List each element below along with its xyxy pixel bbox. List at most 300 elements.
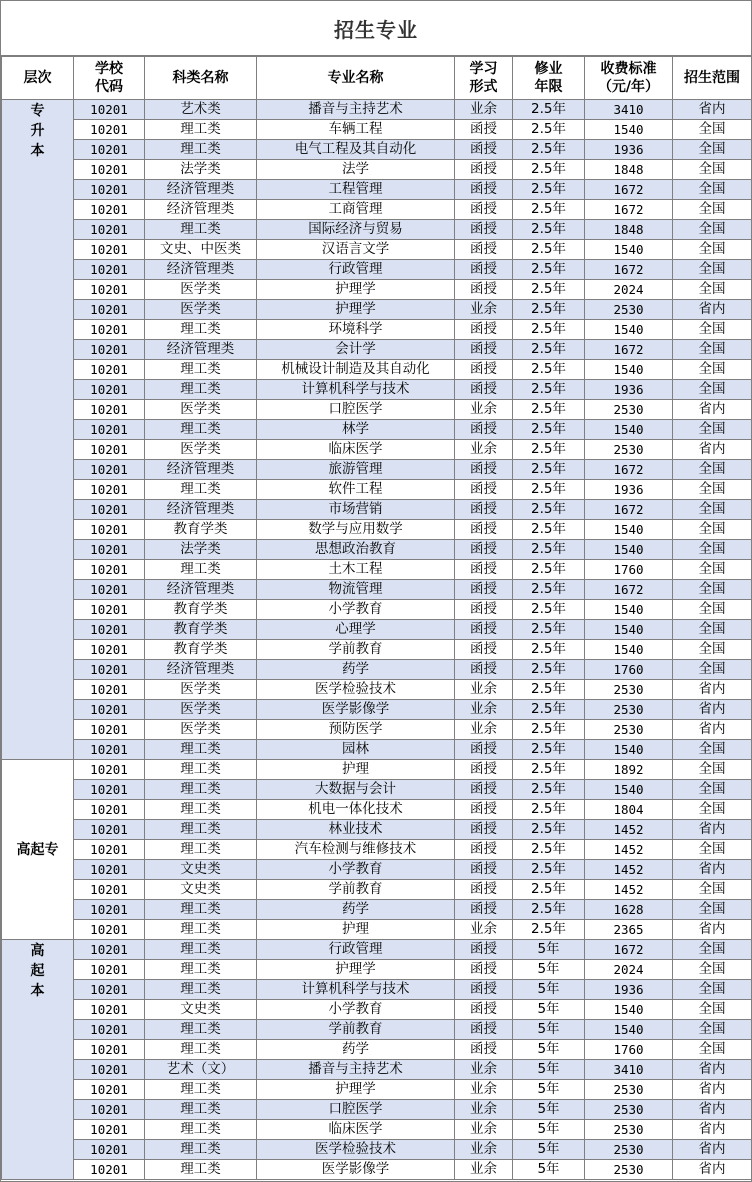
scope-cell: 全国 xyxy=(673,460,752,480)
category-cell: 经济管理类 xyxy=(145,580,257,600)
code-cell: 10201 xyxy=(74,680,145,700)
category-cell: 理工类 xyxy=(145,220,257,240)
table-row xyxy=(2,560,752,580)
major-cell: 护理 xyxy=(257,760,455,780)
table-row xyxy=(2,100,752,120)
form-cell: 函授 xyxy=(455,660,513,680)
years-cell: 2.5年 xyxy=(513,620,585,640)
category-cell: 理工类 xyxy=(145,380,257,400)
major-cell: 播音与主持艺术 xyxy=(257,1060,455,1080)
form-cell: 函授 xyxy=(455,880,513,900)
category-cell: 经济管理类 xyxy=(145,260,257,280)
fee-cell: 1540 xyxy=(585,780,673,800)
scope-cell: 全国 xyxy=(673,480,752,500)
form-cell: 函授 xyxy=(455,780,513,800)
fee-cell: 2530 xyxy=(585,400,673,420)
major-cell: 林学 xyxy=(257,420,455,440)
code-cell: 10201 xyxy=(74,560,145,580)
scope-cell: 全国 xyxy=(673,620,752,640)
scope-cell: 全国 xyxy=(673,660,752,680)
fee-cell: 2530 xyxy=(585,1080,673,1100)
fee-cell: 1452 xyxy=(585,820,673,840)
years-cell: 5年 xyxy=(513,1140,585,1160)
form-cell: 业余 xyxy=(455,1060,513,1080)
scope-cell: 全国 xyxy=(673,840,752,860)
major-cell: 护理学 xyxy=(257,960,455,980)
scope-cell: 全国 xyxy=(673,880,752,900)
table-row xyxy=(2,720,752,740)
page-title: 招生专业 xyxy=(1,1,751,56)
form-cell: 业余 xyxy=(455,100,513,120)
code-cell: 10201 xyxy=(74,460,145,480)
form-cell: 函授 xyxy=(455,760,513,780)
fee-cell: 1760 xyxy=(585,660,673,680)
years-cell: 5年 xyxy=(513,980,585,1000)
code-cell: 10201 xyxy=(74,120,145,140)
table-row xyxy=(2,320,752,340)
years-cell: 2.5年 xyxy=(513,500,585,520)
code-cell: 10201 xyxy=(74,600,145,620)
code-cell: 10201 xyxy=(74,1060,145,1080)
years-cell: 2.5年 xyxy=(513,260,585,280)
fee-cell: 2530 xyxy=(585,720,673,740)
category-cell: 教育学类 xyxy=(145,600,257,620)
category-cell: 理工类 xyxy=(145,1140,257,1160)
table-row xyxy=(2,880,752,900)
code-cell: 10201 xyxy=(74,620,145,640)
fee-cell: 1540 xyxy=(585,240,673,260)
form-cell: 函授 xyxy=(455,420,513,440)
table-row xyxy=(2,540,752,560)
table-row xyxy=(2,840,752,860)
code-cell: 10201 xyxy=(74,820,145,840)
fee-cell: 1672 xyxy=(585,260,673,280)
level-cell: 高起专 xyxy=(2,760,74,940)
form-cell: 函授 xyxy=(455,800,513,820)
years-cell: 2.5年 xyxy=(513,720,585,740)
years-cell: 5年 xyxy=(513,960,585,980)
years-cell: 2.5年 xyxy=(513,680,585,700)
code-cell: 10201 xyxy=(74,420,145,440)
scope-cell: 省内 xyxy=(673,1100,752,1120)
table-row xyxy=(2,1040,752,1060)
form-cell: 业余 xyxy=(455,1080,513,1100)
scope-cell: 全国 xyxy=(673,120,752,140)
table-row xyxy=(2,1120,752,1140)
years-cell: 2.5年 xyxy=(513,820,585,840)
category-cell: 医学类 xyxy=(145,300,257,320)
years-cell: 2.5年 xyxy=(513,580,585,600)
fee-cell: 1892 xyxy=(585,760,673,780)
category-cell: 理工类 xyxy=(145,1080,257,1100)
fee-cell: 1628 xyxy=(585,900,673,920)
table-row xyxy=(2,620,752,640)
scope-cell: 全国 xyxy=(673,740,752,760)
scope-cell: 全国 xyxy=(673,160,752,180)
form-cell: 函授 xyxy=(455,480,513,500)
scope-cell: 全国 xyxy=(673,580,752,600)
category-cell: 理工类 xyxy=(145,420,257,440)
header-category: 科类名称 xyxy=(145,57,257,100)
major-cell: 旅游管理 xyxy=(257,460,455,480)
major-cell: 护理学 xyxy=(257,300,455,320)
years-cell: 5年 xyxy=(513,1040,585,1060)
category-cell: 理工类 xyxy=(145,780,257,800)
major-cell: 环境科学 xyxy=(257,320,455,340)
scope-cell: 全国 xyxy=(673,180,752,200)
major-cell: 播音与主持艺术 xyxy=(257,100,455,120)
scope-cell: 全国 xyxy=(673,420,752,440)
years-cell: 5年 xyxy=(513,1000,585,1020)
code-cell: 10201 xyxy=(74,320,145,340)
scope-cell: 全国 xyxy=(673,600,752,620)
table-row xyxy=(2,140,752,160)
code-cell: 10201 xyxy=(74,280,145,300)
major-cell: 预防医学 xyxy=(257,720,455,740)
fee-cell: 1760 xyxy=(585,1040,673,1060)
code-cell: 10201 xyxy=(74,480,145,500)
code-cell: 10201 xyxy=(74,980,145,1000)
category-cell: 医学类 xyxy=(145,720,257,740)
years-cell: 2.5年 xyxy=(513,360,585,380)
code-cell: 10201 xyxy=(74,800,145,820)
header-row xyxy=(2,57,752,100)
category-cell: 文史类 xyxy=(145,860,257,880)
category-cell: 理工类 xyxy=(145,800,257,820)
form-cell: 函授 xyxy=(455,360,513,380)
fee-cell: 1540 xyxy=(585,600,673,620)
fee-cell: 2530 xyxy=(585,1160,673,1180)
fee-cell: 1936 xyxy=(585,980,673,1000)
category-cell: 理工类 xyxy=(145,360,257,380)
category-cell: 教育学类 xyxy=(145,520,257,540)
table-row xyxy=(2,420,752,440)
major-cell: 小学教育 xyxy=(257,600,455,620)
form-cell: 函授 xyxy=(455,1040,513,1060)
fee-cell: 1672 xyxy=(585,940,673,960)
form-cell: 函授 xyxy=(455,600,513,620)
years-cell: 5年 xyxy=(513,940,585,960)
table-row xyxy=(2,820,752,840)
category-cell: 教育学类 xyxy=(145,620,257,640)
years-cell: 2.5年 xyxy=(513,880,585,900)
form-cell: 业余 xyxy=(455,440,513,460)
years-cell: 2.5年 xyxy=(513,560,585,580)
code-cell: 10201 xyxy=(74,180,145,200)
header-major: 专业名称 xyxy=(257,57,455,100)
category-cell: 经济管理类 xyxy=(145,460,257,480)
major-cell: 心理学 xyxy=(257,620,455,640)
category-cell: 医学类 xyxy=(145,700,257,720)
major-cell: 口腔医学 xyxy=(257,1100,455,1120)
major-cell: 行政管理 xyxy=(257,260,455,280)
category-cell: 经济管理类 xyxy=(145,200,257,220)
code-cell: 10201 xyxy=(74,220,145,240)
category-cell: 法学类 xyxy=(145,540,257,560)
fee-cell: 1672 xyxy=(585,200,673,220)
scope-cell: 全国 xyxy=(673,140,752,160)
form-cell: 业余 xyxy=(455,300,513,320)
form-cell: 函授 xyxy=(455,460,513,480)
major-cell: 医学检验技术 xyxy=(257,680,455,700)
years-cell: 5年 xyxy=(513,1120,585,1140)
major-cell: 大数据与会计 xyxy=(257,780,455,800)
major-cell: 药学 xyxy=(257,900,455,920)
category-cell: 文史类 xyxy=(145,1000,257,1020)
header-years: 修业 年限 xyxy=(513,57,585,100)
code-cell: 10201 xyxy=(74,500,145,520)
code-cell: 10201 xyxy=(74,200,145,220)
major-cell: 软件工程 xyxy=(257,480,455,500)
table-row xyxy=(2,660,752,680)
category-cell: 理工类 xyxy=(145,480,257,500)
fee-cell: 1936 xyxy=(585,380,673,400)
header-form: 学习 形式 xyxy=(455,57,513,100)
header-scope: 招生范围 xyxy=(673,57,752,100)
table-row xyxy=(2,220,752,240)
form-cell: 函授 xyxy=(455,240,513,260)
code-cell: 10201 xyxy=(74,920,145,940)
header-fee: 收费标准 （元/年） xyxy=(585,57,673,100)
major-cell: 计算机科学与技术 xyxy=(257,380,455,400)
code-cell: 10201 xyxy=(74,880,145,900)
form-cell: 业余 xyxy=(455,700,513,720)
major-cell: 临床医学 xyxy=(257,1120,455,1140)
table-row xyxy=(2,160,752,180)
major-cell: 临床医学 xyxy=(257,440,455,460)
category-cell: 艺术（文） xyxy=(145,1060,257,1080)
category-cell: 医学类 xyxy=(145,280,257,300)
table-row xyxy=(2,600,752,620)
fee-cell: 1540 xyxy=(585,320,673,340)
scope-cell: 全国 xyxy=(673,900,752,920)
code-cell: 10201 xyxy=(74,1000,145,1020)
table-row xyxy=(2,500,752,520)
fee-cell: 1540 xyxy=(585,540,673,560)
code-cell: 10201 xyxy=(74,300,145,320)
code-cell: 10201 xyxy=(74,940,145,960)
fee-cell: 1672 xyxy=(585,580,673,600)
years-cell: 2.5年 xyxy=(513,380,585,400)
years-cell: 2.5年 xyxy=(513,760,585,780)
code-cell: 10201 xyxy=(74,740,145,760)
scope-cell: 全国 xyxy=(673,960,752,980)
major-cell: 小学教育 xyxy=(257,1000,455,1020)
form-cell: 业余 xyxy=(455,920,513,940)
form-cell: 函授 xyxy=(455,1020,513,1040)
years-cell: 5年 xyxy=(513,1080,585,1100)
years-cell: 2.5年 xyxy=(513,400,585,420)
scope-cell: 省内 xyxy=(673,1120,752,1140)
form-cell: 函授 xyxy=(455,280,513,300)
code-cell: 10201 xyxy=(74,1080,145,1100)
major-cell: 机械设计制造及其自动化 xyxy=(257,360,455,380)
category-cell: 经济管理类 xyxy=(145,340,257,360)
category-cell: 经济管理类 xyxy=(145,500,257,520)
form-cell: 函授 xyxy=(455,740,513,760)
fee-cell: 3410 xyxy=(585,1060,673,1080)
years-cell: 2.5年 xyxy=(513,180,585,200)
major-cell: 法学 xyxy=(257,160,455,180)
code-cell: 10201 xyxy=(74,700,145,720)
scope-cell: 全国 xyxy=(673,560,752,580)
code-cell: 10201 xyxy=(74,1140,145,1160)
major-cell: 会计学 xyxy=(257,340,455,360)
category-cell: 理工类 xyxy=(145,320,257,340)
table-row xyxy=(2,440,752,460)
scope-cell: 省内 xyxy=(673,400,752,420)
category-cell: 理工类 xyxy=(145,940,257,960)
fee-cell: 2024 xyxy=(585,280,673,300)
code-cell: 10201 xyxy=(74,260,145,280)
years-cell: 2.5年 xyxy=(513,240,585,260)
fee-cell: 2530 xyxy=(585,440,673,460)
fee-cell: 1452 xyxy=(585,880,673,900)
years-cell: 2.5年 xyxy=(513,800,585,820)
header-level: 层次 xyxy=(2,57,74,100)
category-cell: 医学类 xyxy=(145,680,257,700)
fee-cell: 1848 xyxy=(585,160,673,180)
fee-cell: 2530 xyxy=(585,1120,673,1140)
years-cell: 2.5年 xyxy=(513,460,585,480)
form-cell: 函授 xyxy=(455,900,513,920)
years-cell: 2.5年 xyxy=(513,120,585,140)
category-cell: 理工类 xyxy=(145,920,257,940)
code-cell: 10201 xyxy=(74,860,145,880)
form-cell: 函授 xyxy=(455,180,513,200)
category-cell: 理工类 xyxy=(145,560,257,580)
years-cell: 2.5年 xyxy=(513,780,585,800)
table-row xyxy=(2,640,752,660)
table-row xyxy=(2,340,752,360)
form-cell: 业余 xyxy=(455,1120,513,1140)
table-row xyxy=(2,380,752,400)
scope-cell: 全国 xyxy=(673,360,752,380)
form-cell: 函授 xyxy=(455,260,513,280)
header-code: 学校 代码 xyxy=(74,57,145,100)
major-cell: 电气工程及其自动化 xyxy=(257,140,455,160)
major-cell: 行政管理 xyxy=(257,940,455,960)
category-cell: 法学类 xyxy=(145,160,257,180)
major-cell: 医学检验技术 xyxy=(257,1140,455,1160)
table-row xyxy=(2,300,752,320)
fee-cell: 3410 xyxy=(585,100,673,120)
category-cell: 理工类 xyxy=(145,960,257,980)
table-row xyxy=(2,680,752,700)
form-cell: 函授 xyxy=(455,560,513,580)
table-row xyxy=(2,1000,752,1020)
years-cell: 2.5年 xyxy=(513,160,585,180)
table-body xyxy=(2,100,752,1180)
table-row xyxy=(2,920,752,940)
category-cell: 理工类 xyxy=(145,1020,257,1040)
scope-cell: 省内 xyxy=(673,700,752,720)
table-row xyxy=(2,460,752,480)
major-cell: 医学影像学 xyxy=(257,1160,455,1180)
scope-cell: 省内 xyxy=(673,920,752,940)
code-cell: 10201 xyxy=(74,400,145,420)
scope-cell: 全国 xyxy=(673,280,752,300)
form-cell: 函授 xyxy=(455,640,513,660)
fee-cell: 2024 xyxy=(585,960,673,980)
scope-cell: 全国 xyxy=(673,640,752,660)
scope-cell: 省内 xyxy=(673,680,752,700)
form-cell: 函授 xyxy=(455,500,513,520)
table-row xyxy=(2,700,752,720)
scope-cell: 省内 xyxy=(673,1160,752,1180)
years-cell: 2.5年 xyxy=(513,900,585,920)
major-cell: 园林 xyxy=(257,740,455,760)
category-cell: 理工类 xyxy=(145,740,257,760)
form-cell: 函授 xyxy=(455,940,513,960)
scope-cell: 省内 xyxy=(673,860,752,880)
major-cell: 护理学 xyxy=(257,1080,455,1100)
fee-cell: 1672 xyxy=(585,500,673,520)
code-cell: 10201 xyxy=(74,340,145,360)
scope-cell: 省内 xyxy=(673,100,752,120)
category-cell: 经济管理类 xyxy=(145,180,257,200)
scope-cell: 全国 xyxy=(673,760,752,780)
code-cell: 10201 xyxy=(74,760,145,780)
code-cell: 10201 xyxy=(74,660,145,680)
fee-cell: 1540 xyxy=(585,1000,673,1020)
category-cell: 文史类 xyxy=(145,880,257,900)
fee-cell: 2530 xyxy=(585,1140,673,1160)
scope-cell: 全国 xyxy=(673,200,752,220)
form-cell: 业余 xyxy=(455,1160,513,1180)
code-cell: 10201 xyxy=(74,580,145,600)
category-cell: 理工类 xyxy=(145,140,257,160)
fee-cell: 1452 xyxy=(585,840,673,860)
code-cell: 10201 xyxy=(74,240,145,260)
years-cell: 2.5年 xyxy=(513,140,585,160)
major-cell: 医学影像学 xyxy=(257,700,455,720)
major-cell: 市场营销 xyxy=(257,500,455,520)
code-cell: 10201 xyxy=(74,720,145,740)
fee-cell: 1452 xyxy=(585,860,673,880)
category-cell: 理工类 xyxy=(145,1160,257,1180)
years-cell: 2.5年 xyxy=(513,840,585,860)
years-cell: 5年 xyxy=(513,1160,585,1180)
table-row xyxy=(2,480,752,500)
fee-cell: 1672 xyxy=(585,180,673,200)
fee-cell: 1936 xyxy=(585,480,673,500)
scope-cell: 全国 xyxy=(673,220,752,240)
category-cell: 艺术类 xyxy=(145,100,257,120)
fee-cell: 1540 xyxy=(585,640,673,660)
fee-cell: 1848 xyxy=(585,220,673,240)
code-cell: 10201 xyxy=(74,160,145,180)
scope-cell: 省内 xyxy=(673,1080,752,1100)
code-cell: 10201 xyxy=(74,640,145,660)
form-cell: 函授 xyxy=(455,520,513,540)
code-cell: 10201 xyxy=(74,360,145,380)
code-cell: 10201 xyxy=(74,140,145,160)
scope-cell: 全国 xyxy=(673,780,752,800)
fee-cell: 1540 xyxy=(585,120,673,140)
years-cell: 2.5年 xyxy=(513,600,585,620)
table-row xyxy=(2,360,752,380)
form-cell: 函授 xyxy=(455,320,513,340)
category-cell: 文史、中医类 xyxy=(145,240,257,260)
years-cell: 2.5年 xyxy=(513,480,585,500)
table-row xyxy=(2,520,752,540)
years-cell: 2.5年 xyxy=(513,280,585,300)
code-cell: 10201 xyxy=(74,960,145,980)
years-cell: 2.5年 xyxy=(513,420,585,440)
form-cell: 业余 xyxy=(455,1100,513,1120)
scope-cell: 全国 xyxy=(673,540,752,560)
